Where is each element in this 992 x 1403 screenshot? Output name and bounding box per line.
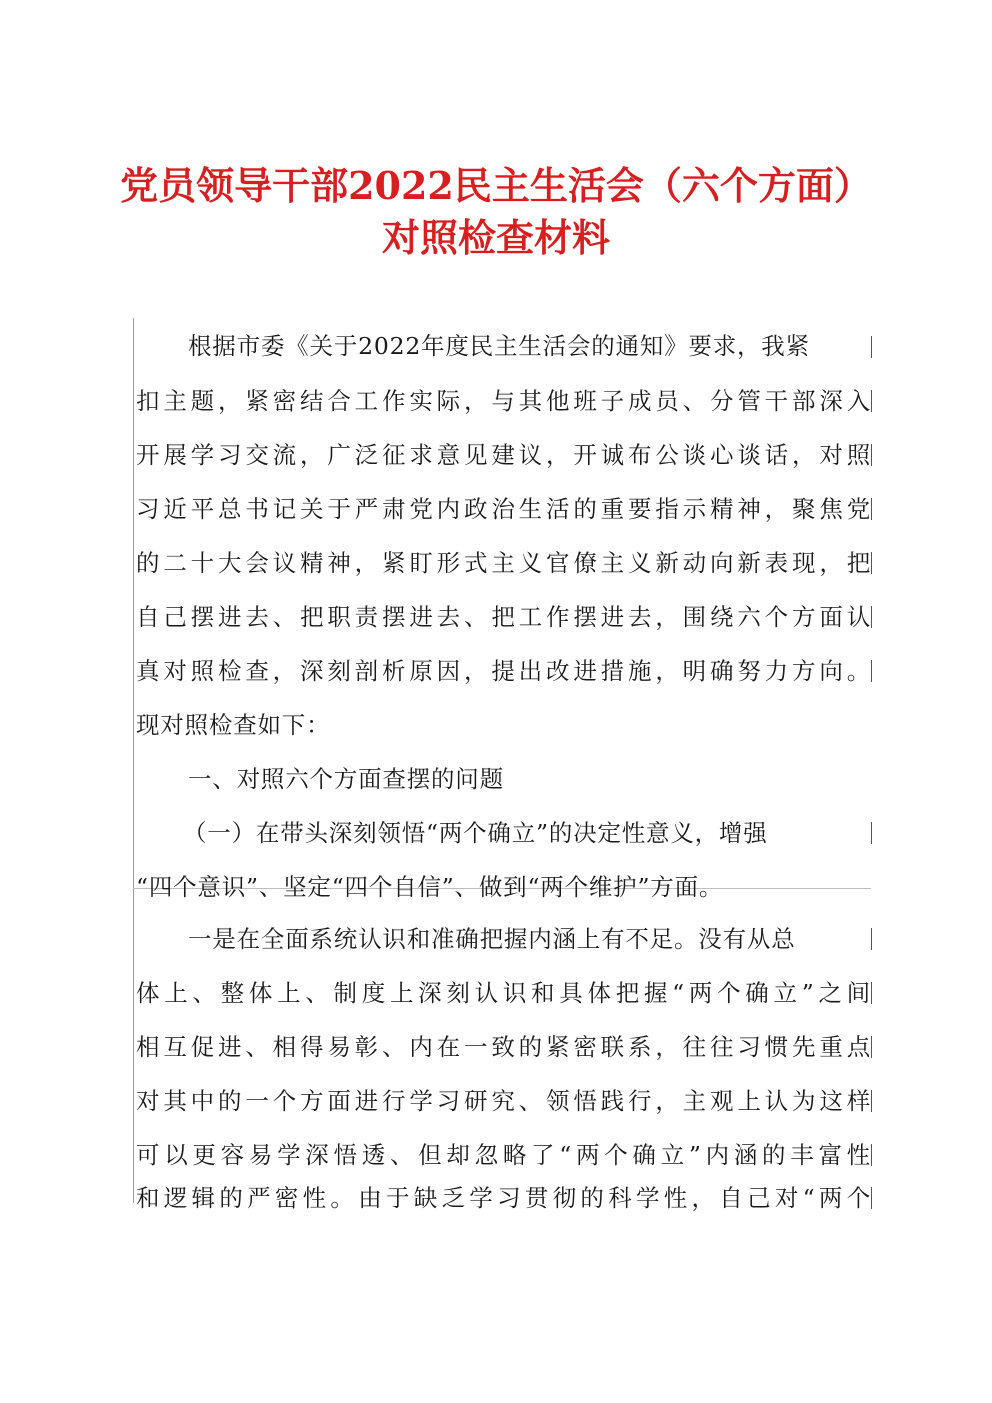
body-line: 自己摆进去、把职责摆进去、把工作摆进去，围绕六个方面认 [136,603,871,631]
margin-tick [871,928,872,950]
margin-tick [871,552,872,574]
margin-tick [871,336,872,358]
body-line: 体上、整体上、制度上深刻认识和具体把握“两个确立”之间 [136,979,871,1007]
body-line: 对其中的一个方面进行学习研究、领悟践行，主观上认为这样 [136,1087,871,1115]
body-line: 开展学习交流，广泛征求意见建议，开诚布公谈心谈话，对照 [136,441,871,469]
body-line: 的二十大会议精神，紧盯形式主义官僚主义新动向新表现，把 [136,549,871,577]
margin-tick [871,1187,872,1209]
body-line: 相互促进、相得易彰、内在一致的紧密联系，往往习惯先重点 [136,1033,871,1061]
margin-tick [871,660,872,682]
body-line: 习近平总书记关于严肃党内政治生活的重要指示精神，聚焦党 [136,495,871,523]
title-line-1: 党员领导干部2022民主生活会（六个方面） [120,163,872,208]
margin-tick [871,606,872,628]
margin-tick [871,498,872,520]
body-line: 现对照检查如下： [136,711,331,739]
margin-tick [871,1144,872,1166]
margin-tick [871,822,872,844]
left-margin-rule [133,318,134,1203]
body-line: 真对照检查，深刻剖析原因，提出改进措施，明确努力方向。 [136,657,871,685]
margin-tick [871,444,872,466]
document-title [0,160,992,264]
subsection-heading: （一）在带头深刻领悟“两个确立”的决定性意义，增强 [183,819,768,847]
margin-tick [871,1036,872,1058]
margin-tick [871,982,872,1004]
body-line-text: 根据市委《关于2022年度民主生活会的通知》要求，我紧 [188,332,810,360]
body-line [188,326,871,366]
section-heading: 一、对照六个方面查摆的问题 [188,765,504,793]
body-line: 可以更容易学深悟透、但却忽略了“两个确立”内涵的丰富性 [136,1141,871,1169]
title-line-2: 对照检查材料 [381,215,610,260]
subsection-heading-cont: “四个意识”、坚定“四个自信”、做到“两个维护”方面。 [136,873,724,901]
margin-tick [871,1090,872,1112]
body-line: 扣主题，紧密结合工作实际，与其他班子成员、分管干部深入 [136,387,871,415]
body-line: 和逻辑的严密性。由于缺乏学习贯彻的科学性，自己对“两个 [136,1184,871,1212]
margin-tick [871,390,872,412]
document-body [133,318,871,1218]
body-line: 一是在全面系统认识和准确把握内涵上有不足。没有从总 [188,925,796,953]
